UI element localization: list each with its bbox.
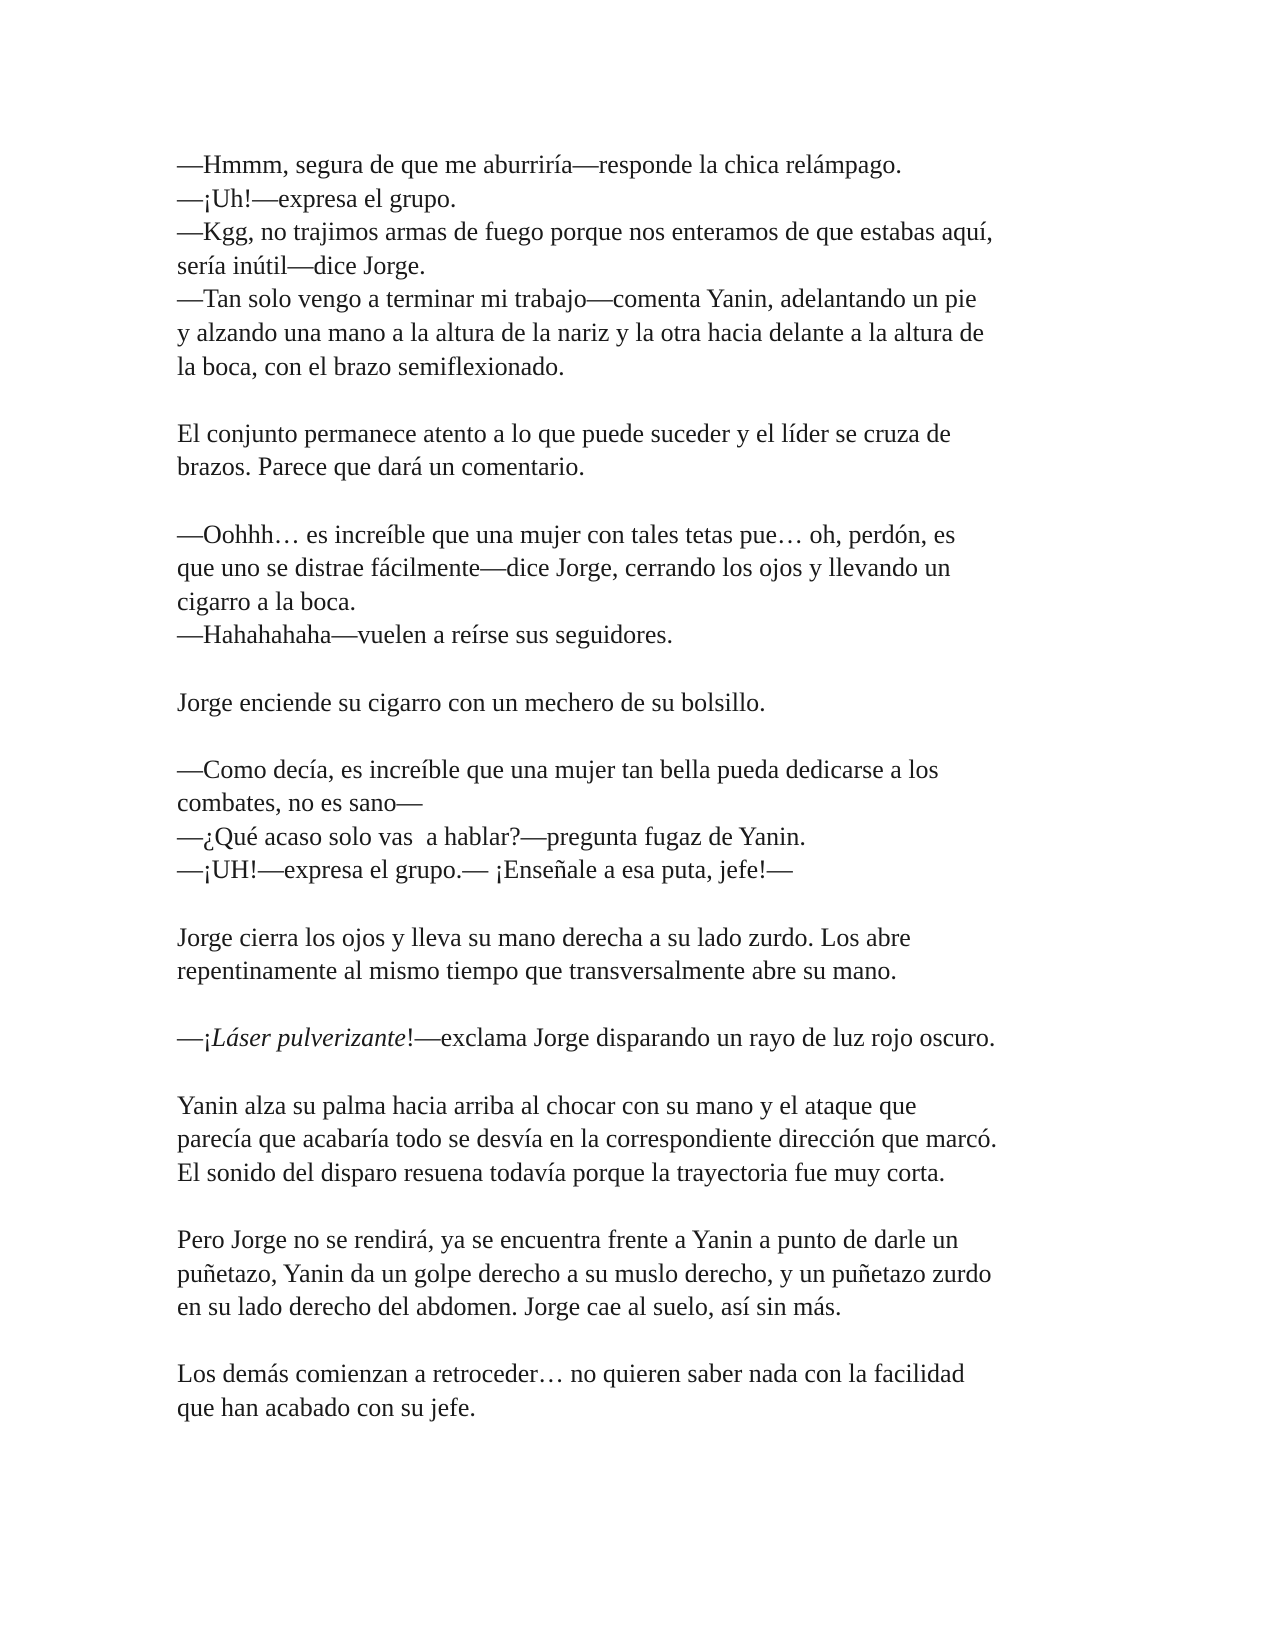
- text-line: —¡Uh!—expresa el grupo.: [177, 183, 457, 213]
- attack-prefix: —¡: [177, 1023, 212, 1053]
- paragraph-1: [177, 148, 1117, 383]
- text-line: repentinamente al mismo tiempo que transversalmente abre su mano.: [177, 956, 897, 986]
- text-line: —Hmmm, segura de que me aburriría—responde la chica relámpago.: [177, 150, 902, 179]
- text-line: Jorge cierra los ojos y lleva su mano derecha a su lado zurdo. Los abre: [177, 922, 911, 952]
- text-line: —Hahahahaha—vuelen a reírse sus seguidores.: [177, 620, 673, 650]
- text-line: que uno se distrae fácilmente—dice Jorge, cerrando los ojos y llevando un: [177, 553, 951, 583]
- text-line: El sonido del disparo resuena todavía porque la trayectoria fue muy corta.: [177, 1157, 946, 1187]
- text-line: la boca, con el brazo semiflexionado.: [177, 351, 565, 381]
- text-line: —Tan solo vengo a terminar mi trabajo—comenta Yanin, adelantando un pie: [177, 284, 977, 314]
- text-line: en su lado derecho del abdomen. Jorge cae al suelo, así sin más.: [177, 1292, 842, 1322]
- document-body: [177, 148, 1117, 1458]
- paragraph-6: [177, 921, 1117, 988]
- text-line: cigarro a la boca.: [177, 586, 357, 616]
- text-line: parecía que acabaría todo se desvía en la correspondiente dirección que marcó.: [177, 1124, 998, 1154]
- text-line: Pero Jorge no se rendirá, ya se encuentra frente a Yanin a punto de darle un: [177, 1225, 959, 1254]
- text-line: —Oohhh… es increíble que una mujer con tales tetas pue… oh, perdón, es: [177, 519, 956, 549]
- text-line: Yanin alza su palma hacia arriba al chocar con su mano y el ataque que: [177, 1090, 917, 1120]
- text-line: Jorge enciende su cigarro con un mechero de su bolsillo.: [177, 687, 766, 717]
- paragraph-2: [177, 417, 1117, 484]
- paragraph-9: [177, 1223, 1117, 1324]
- text-line: brazos. Parece que dará un comentario.: [177, 452, 585, 482]
- text-line: puñetazo, Yanin da un golpe derecho a su muslo derecho, y un puñetazo zurdo: [177, 1258, 992, 1288]
- paragraph-4: [177, 686, 1117, 720]
- text-line: —¡UH!—expresa el grupo.— ¡Enseñale a esa puta, jefe!—: [177, 855, 793, 885]
- attack-line: [177, 1021, 1117, 1055]
- paragraph-8: [177, 1089, 1117, 1190]
- text-line: El conjunto permanece atento a lo que puede suceder y el líder se cruza de: [177, 418, 951, 448]
- text-line: y alzando una mano a la altura de la nariz y la otra hacia delante a la altura de: [177, 317, 985, 347]
- paragraph-3: [177, 518, 1117, 652]
- paragraph-7: [177, 1021, 1117, 1055]
- text-line: Los demás comienzan a retroceder… no quieren saber nada con la facilidad: [177, 1359, 965, 1389]
- attack-suffix: !—exclama Jorge disparando un rayo de luz rojo oscuro.: [405, 1023, 996, 1053]
- paragraph-5: [177, 753, 1117, 887]
- text-line: combates, no es sano—: [177, 788, 423, 818]
- attack-name: Láser pulverizante: [211, 1023, 406, 1053]
- text-line: —Como decía, es increíble que una mujer tan bella pueda dedicarse a los: [177, 754, 939, 784]
- text-line: que han acabado con su jefe.: [177, 1392, 476, 1422]
- text-line: sería inútil—dice Jorge.: [177, 250, 426, 280]
- text-line: —¿Qué acaso solo vas a hablar?—pregunta fugaz de Yanin.: [177, 821, 806, 851]
- paragraph-10: [177, 1357, 1117, 1424]
- text-line: —Kgg, no trajimos armas de fuego porque nos enteramos de que estabas aquí,: [177, 217, 993, 247]
